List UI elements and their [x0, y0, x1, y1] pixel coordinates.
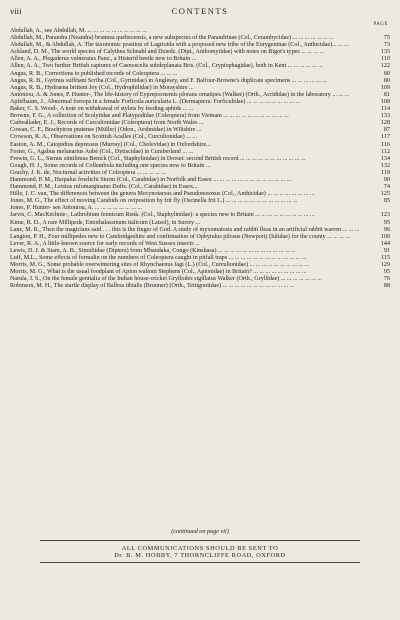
entry-text: Luff, M.L., Some effects of formalin on the numbers of Coleoptera caught in pitfall traps ... ... ... ... ... ... ... ... ... ... ... ... ...: [10, 255, 307, 261]
entry-page-number: 114: [381, 106, 390, 113]
entry-text: Hille, J. C. van, The differences between the genera Mecynotarsus and Pseudonotoxus (Col., Anthicidae) ... ... ... ... ... ... ... ...: [10, 191, 315, 198]
entry-text: Lane, M. R., Then the magicians said . . . this is the finger of God. A study of myxomatosis and rabbit fleas in an artificial rabbit warren ... ... ...: [10, 226, 360, 233]
entry-text: Abdullah, A., see Abdullah, M. ... ... ... ... ... ... ... ... ... ...: [10, 28, 147, 34]
entry-page-number: 144: [380, 240, 390, 247]
contents-list: [10, 28, 390, 290]
contents-entry: [10, 142, 390, 149]
entry-text: Langton, P. H., Four millipedes new to Cambridgeshire and confirmation of Ophyiulus pilosus (Newport) (Iulidae) for the county ... ... ... ...: [10, 233, 351, 240]
entry-page-number: 125: [380, 191, 390, 198]
entry-page-number: 76: [383, 276, 390, 283]
entry-page-number: 118: [381, 169, 390, 176]
contents-entry: [10, 28, 390, 35]
contents-entry: [10, 71, 390, 78]
entry-page-number: 91: [383, 247, 390, 254]
entry-text: Frewin, G. L., Stenus similimus Benick (Col., Staphylinidae) in Dorset: second British record ... ... ... ... ... ... ... ... ... ... ...: [10, 155, 306, 162]
entry-text: Abdullah, M., Parandra (Neandra) brunnea quebecensis, a new subspecies of the Parandrinae (Col., Cerambycidae) ... ... ... ... ... ... ...: [10, 35, 334, 42]
entry-text: Antoniou, A. & Jones, P. Hunter-, The life-history of Eyprepocnemis plorans ornatipes (Walker) (Orth., Acrididae) in the laboratory ... ... ...: [10, 91, 350, 98]
contents-entry: [10, 248, 390, 255]
contents-entry: [10, 212, 390, 219]
entry-page-number: 80: [383, 77, 390, 84]
entry-page-number: 115: [381, 255, 390, 261]
entry-text: Angus, R. B., Corrections to published records of Coleoptera ... ... ...: [10, 70, 178, 77]
entry-text: Apfelbaum, J., Abnormal forceps in a female Forficula auricularia L. (Dermaptera: Forficulidae) ... ... ... ... ... ... ... ... ...: [10, 98, 301, 105]
contents-entry: [10, 106, 390, 113]
entry-text: Gough, H. J., Some records of Collembola including one species new to Britain ...: [10, 162, 211, 169]
entry-text: Narula, J. S., On the female genitalia of the Indian house-cricket Gryllodes sigillatus Walker (Orth., Gryllidae) ... ... ... ... ... ... ...: [10, 276, 322, 283]
contents-entry: [10, 227, 390, 234]
entry-page-number: 128: [380, 120, 390, 127]
entry-text: Angus, R. B., Gyrinus suffriani Scriba (Col., Gyrinidae) in Anglesey, and F. Balfour-Browne's duplicate specimens ... ... ... ... ... ...: [10, 77, 327, 84]
continued-note: (continued on page vii): [171, 528, 229, 535]
entry-text: Browne, F. G., A collection of Scolytidae and Platypodidae (Coleoptera) from Vietnam ... ... ... ... ... ... ... ... ... ... ...: [10, 113, 289, 120]
entry-page-number: 108: [380, 98, 390, 105]
entry-text: Cowan, C. F., Brachytron pratense (Müller) (Odon., Aeshnidae) in Wiltshire ...: [10, 127, 202, 134]
entry-page-number: 109: [380, 84, 390, 91]
entry-text: Allen, A. A., Two further British captures of Caenoscelis subdeplanata Bris. (Col., Cryptophagidae), both in Kent ... ... ... ... ... ...: [10, 63, 323, 70]
contents-entry: [10, 63, 390, 70]
notice-line-1: ALL COMMUNICATIONS SHOULD BE SENT TO: [121, 545, 279, 552]
contents-entry: [10, 170, 390, 177]
entry-text: Hammond, P. M., Harpalus froelichi Sturm (Col., Carabidae) in Norfolk and Essex ... ... ... ... ... ... ... ... ... ... ... ... ...: [10, 176, 292, 183]
entry-page-number: 87: [383, 127, 390, 134]
entry-page-number: 73: [383, 42, 390, 49]
entry-page-number: 96: [383, 226, 390, 233]
entry-text: Lewis, D. J. & Stam, A. B., Simuliidae (Diptera) from Mbandaka, Congo (Kinshasa) ... ... ... ... ... ... ... ... ... ... ... ... ...: [10, 247, 296, 254]
entry-text: Angus, R. B., Hydraena britteni Joy (Col., Hydrophilidae) in Morayshire ...: [10, 84, 194, 91]
entry-text: Hammond, P. M., Leistus rufomarginatus Dufts. (Col., Carabidae) in Essex...: [10, 184, 198, 191]
entry-page-number: 132: [380, 162, 390, 169]
entry-text: Cadwallader, E. J., Records of Curculionidae (Coleoptera) from North Wales ...: [10, 120, 204, 127]
entry-page-number: 90: [383, 176, 390, 183]
page-title: CONTENTS: [171, 6, 229, 16]
entry-page-number: 134: [380, 155, 390, 162]
entry-page-number: 110: [381, 56, 390, 63]
entry-page-number: 117: [381, 134, 390, 141]
contents-entry: [10, 262, 390, 269]
entry-text: Jones, M. G., The effect of moving Carabids on oviposition by frit fly (Oscinella frit L.) ... ... ... ... ... ... ... ... ... ... ... ...: [10, 198, 298, 205]
contents-entry: [10, 134, 390, 141]
entry-page-number: 123: [380, 212, 390, 219]
entry-page-number: 80: [383, 70, 390, 77]
entry-page-number: 81: [383, 91, 390, 98]
contents-entry: [10, 220, 390, 227]
page-number: viii: [10, 6, 22, 16]
entry-page-number: 122: [380, 63, 390, 70]
contents-entry: [10, 92, 390, 99]
contents-entry: [10, 283, 390, 290]
entry-page-number: 85: [383, 198, 390, 205]
contents-entry: [10, 177, 390, 184]
contents-entry: [10, 255, 390, 262]
contents-entry: [10, 35, 390, 42]
entry-page-number: 129: [380, 262, 390, 269]
contents-entry: [10, 234, 390, 241]
contents-entry: [10, 78, 390, 85]
entry-text: Kime, R. D., A rare Millipede, Entothalassinum italicum (Latzel), in Surrey ...: [10, 219, 201, 226]
entry-text: Ackland, D. M., The world species of Calythea Schnabl and Dziedz. (Dipt., Anthomyiidae) with notes on Bigot's types ... ... ... ...: [10, 49, 325, 56]
divider-top: [40, 540, 360, 541]
entry-text: Gruchy, J. K. de, Nocturnal activities of Coleoptera ... ... ... ... ...: [10, 169, 166, 176]
contents-entry: [10, 241, 390, 248]
contents-entry: [10, 198, 390, 205]
entry-page-number: 88: [383, 283, 390, 290]
entry-page-number: 133: [380, 113, 390, 120]
contents-entry: [10, 85, 390, 92]
entry-text: Foster, G., Agabus melanarius Aubé (Col., Dytiscidae) in Cumberland ... ...: [10, 148, 194, 155]
page-header: [10, 6, 390, 18]
entry-text: Allen, A. A., Plegaderus vulneratus Panz., a Histerid beetle new to Britain ...: [10, 56, 197, 63]
entry-text: Abdullah, M., & Abdullah, A. The taxonomic position of Lagrioida with a proposed new tribe of the Eurygeninae (Col., Anthicidae)... ... ...: [10, 42, 349, 49]
entry-text: Morris, M. G., Some probable overwintering sites of Rhynchaenus fagi (L.) (Col., Curculionidae) ... ... ... ... ... ... ... ... ... ...: [10, 262, 310, 269]
entry-text: Lever, R. A., A little-known source for early records of West Sussex insects ...: [10, 240, 200, 247]
contents-entry: [10, 49, 390, 56]
entry-text: Baker, C. S. Wood-, A note on withdrawal of stylets by feeding aphids ... ...: [10, 106, 194, 113]
entry-page-number: 74: [383, 184, 390, 191]
entry-page-number: 135: [380, 49, 390, 56]
entry-page-number: 95: [383, 269, 390, 276]
contents-entry: [10, 113, 390, 120]
entry-page-number: 75: [383, 35, 390, 42]
entry-page-number: 109: [380, 233, 390, 240]
entry-text: Robinson, M. H., The startle display of Balboa tibialis (Brunner) (Orth., Tettigoniidae) ... ... ... ... ... ... ... ... ... ... ... ...: [10, 283, 295, 290]
entry-text: Jarvis, C. MacKechnie-, Lathrobium fennicum Renk. (Col., Staphylinidae): a species new to Britain ... ... ... ... ... ... ... ... ... ...: [10, 212, 315, 219]
entry-page-number: 116: [381, 141, 390, 148]
contents-entry: [10, 184, 390, 191]
entry-text: Morris, M. G., What is the usual foodplant of Apion waltoni Stephens (Col., Apionidae) in Britain? ... ... ... ... ... ... ... ... ...: [10, 269, 307, 276]
entry-text: Crowson, R. A., Observations on Scottish Acalles (Col., Curculionidae) ... ...: [10, 134, 197, 141]
entry-text: Easton, A. M., Catopidius depressus (Murray) (Col., Cholevidae) in Oxfordshire...: [10, 141, 211, 148]
entry-page-number: 95: [383, 219, 390, 226]
contents-entry: [10, 99, 390, 106]
divider-bottom: [40, 562, 360, 563]
entry-text: Jones, P. Hunter- see Antoniou, A. ... ... ... ... ... ... ... ...: [10, 205, 143, 212]
contents-entry: [10, 149, 390, 156]
entry-page-number: 112: [381, 148, 390, 155]
contents-entry: [10, 163, 390, 170]
contents-entry: [10, 156, 390, 163]
page-column-label: PAGE: [373, 22, 388, 27]
notice-line-2: Dr. B. M. HOBBY, 7 THORNCLIFFE ROAD, OXFORD: [114, 552, 286, 559]
